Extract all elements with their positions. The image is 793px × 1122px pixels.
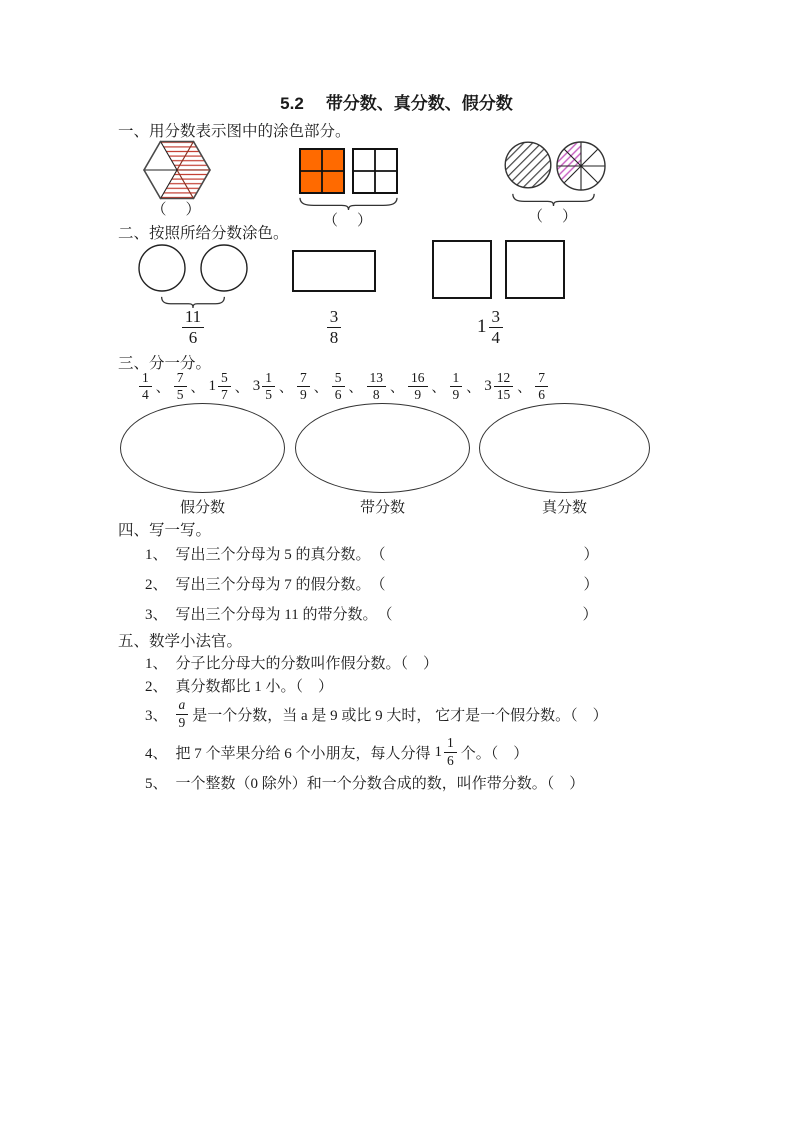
item-number: 1、 — [145, 547, 168, 563]
item-text: 分子比分母大的分数叫作假分数。（ ） — [175, 656, 439, 672]
item-number: 5、 — [145, 776, 168, 792]
list-fraction: $\frac{1}{4}$ — [139, 371, 152, 402]
empty-grid-figure — [352, 148, 398, 194]
answer-space — [386, 588, 584, 589]
judge-item-5 — [145, 772, 584, 793]
close-paren: ） — [583, 547, 599, 563]
title-text: 带分数、真分数、假分数 — [325, 94, 513, 113]
list-mixed-number: 1 $\frac{5}{7}$ — [209, 371, 231, 402]
open-paren: （ — [370, 577, 386, 593]
empty-circle-2 — [200, 244, 248, 292]
list-fraction: $\frac{16}{9}$ — [408, 371, 428, 402]
bin-ellipse-proper — [479, 403, 650, 493]
shaded-grid-figure — [299, 148, 345, 194]
fraction-denominator: 6 — [188, 327, 198, 347]
mixed-whole: 1 — [477, 316, 487, 338]
section2-heading: 二、按照所给分数涂色。 — [118, 225, 289, 242]
open-paren: （ — [377, 607, 393, 623]
empty-rectangle — [292, 250, 376, 292]
list-separator: 、 — [190, 380, 205, 396]
item-text: 一个整数（0 除外）和一个分数合成的数，叫作带分数。（ ） — [175, 776, 585, 792]
judge-item-3 — [145, 696, 612, 732]
list-separator: 、 — [431, 380, 446, 396]
list-separator: 、 — [348, 380, 363, 396]
item-number: 2、 — [145, 679, 168, 695]
circles-answer-blank: （ ） — [527, 209, 579, 225]
list-separator: 、 — [390, 380, 404, 396]
bin-ellipse-mixed — [295, 403, 470, 493]
bin-label-improper: 假分数 — [179, 500, 225, 516]
item-number: 2、 — [145, 577, 168, 593]
item-text: 真分数都比 1 小。（ ） — [175, 679, 334, 695]
item-number: 3、 — [145, 607, 168, 623]
item-text: 写出三个分母为 5 的真分数。 — [175, 547, 371, 563]
empty-circle-1 — [138, 244, 186, 292]
list-fraction: $\frac{7}{9}$ — [297, 371, 310, 402]
fraction-numerator: 3 — [489, 308, 504, 328]
item-number: 1、 — [145, 656, 168, 672]
item-number: 3、 — [145, 707, 168, 724]
list-fraction: $\frac{7}{5}$ — [174, 371, 187, 402]
judge-item-2 — [145, 675, 333, 696]
fraction-11-6 — [163, 308, 223, 347]
judge-item-4 — [145, 734, 528, 770]
list-mixed-number: 3 $\frac{1}{5}$ — [253, 371, 275, 402]
fraction-denominator: 8 — [329, 327, 339, 347]
write-item-3 — [145, 603, 598, 624]
list-fraction: $\frac{7}{6}$ — [535, 371, 548, 402]
list-separator: 、 — [313, 380, 328, 396]
section5-heading: 五、数学小法官。 — [118, 633, 243, 650]
close-paren: ） — [582, 607, 598, 623]
answer-space — [386, 558, 584, 559]
fraction-sort-list — [139, 371, 548, 402]
list-separator: 、 — [234, 380, 249, 396]
close-paren: ） — [583, 577, 599, 593]
fraction-numerator: 3 — [327, 308, 342, 328]
mixed-number-1-1-6: 1 $\frac{1}{6}$ — [435, 736, 457, 767]
page-title — [0, 89, 793, 114]
list-fraction: $\frac{1}{9}$ — [450, 371, 463, 402]
open-paren: （ — [370, 547, 386, 563]
list-separator: 、 — [279, 380, 293, 396]
answer-space — [392, 618, 582, 619]
bin-label-mixed: 带分数 — [359, 500, 405, 516]
list-fraction: $\frac{13}{8}$ — [367, 371, 387, 402]
list-mixed-number: 3 $\frac{12}{15}$ — [484, 371, 513, 402]
bin-ellipse-improper — [120, 403, 285, 493]
item-text: 写出三个分母为 7 的假分数。 — [175, 577, 371, 593]
eighths-circle-figure — [555, 140, 607, 192]
section3-heading: 三、分一分。 — [118, 355, 212, 372]
section1-heading: 一、用分数表示图中的涂色部分。 — [118, 123, 351, 140]
hexagon-figure — [143, 140, 211, 200]
fraction-denominator: 4 — [491, 327, 500, 347]
hexagon-answer-blank: （ ） — [151, 202, 203, 218]
grids-answer-blank: （ ） — [322, 213, 374, 229]
write-item-1 — [145, 543, 599, 564]
bin-label-proper: 真分数 — [541, 500, 587, 516]
empty-square-2 — [505, 240, 565, 299]
item-text-post: 个。（ ） — [460, 745, 529, 762]
item-text: 写出三个分母为 11 的带分数。 — [175, 607, 378, 623]
item-number: 4、 — [145, 745, 168, 762]
title-number: 5.2 — [280, 94, 304, 113]
judge-item-1 — [145, 652, 438, 673]
hatched-circle-figure — [504, 141, 552, 189]
item-text-pre: 把 7 个苹果分给 6 个小朋友，每人分得 — [175, 745, 431, 762]
fraction-a-9: $\frac{a}{9}$ — [176, 698, 189, 729]
fraction-3-8 — [297, 308, 371, 347]
fraction-numerator: 11 — [182, 308, 204, 328]
list-separator: 、 — [466, 380, 481, 396]
mixed-number-1-3-4 — [450, 308, 530, 347]
list-fraction: $\frac{5}{6}$ — [332, 371, 345, 402]
empty-square-1 — [432, 240, 492, 299]
list-separator: 、 — [517, 380, 532, 396]
list-separator: 、 — [155, 380, 170, 396]
item-text: 是一个分数，当 a 是 9 或比 9 大时， 它才是一个假分数。（ ） — [192, 707, 608, 724]
section4-heading: 四、写一写。 — [118, 522, 212, 539]
write-item-2 — [145, 573, 599, 594]
